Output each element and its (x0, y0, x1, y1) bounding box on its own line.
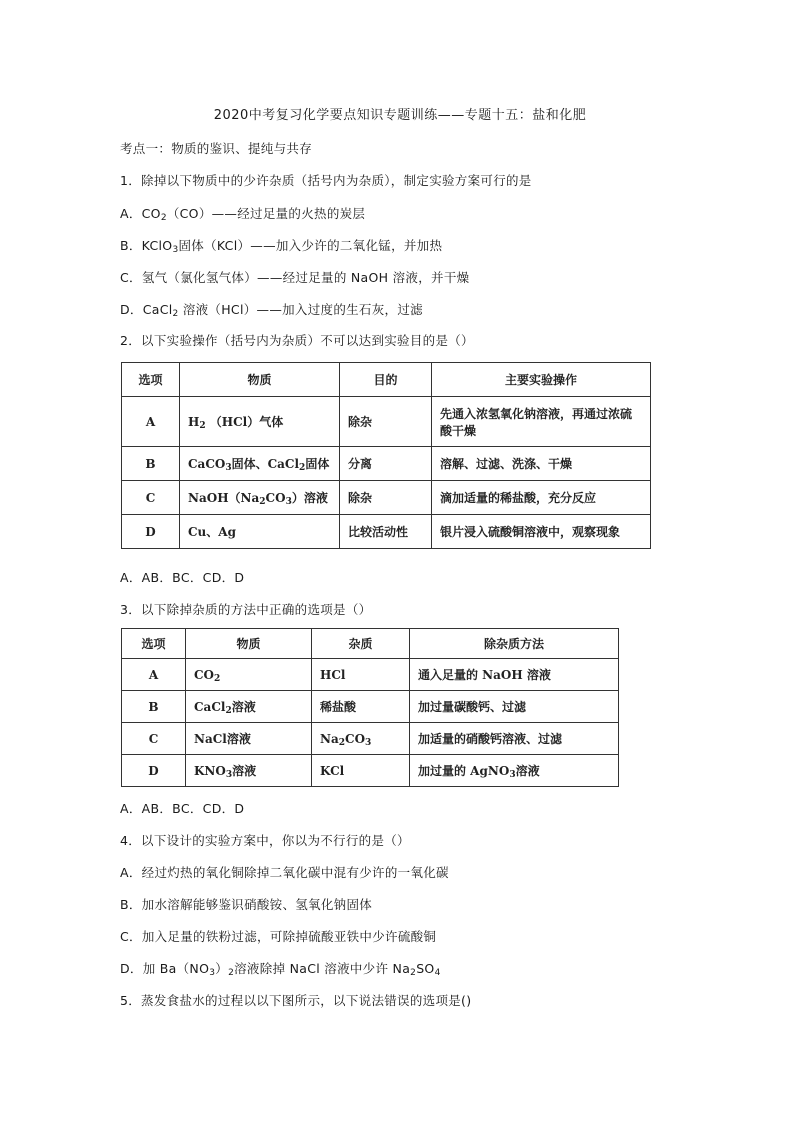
q2-answers: A．AB．BC．CD．D (120, 570, 245, 585)
substance-cell: CaCl$_2$溶液 (186, 691, 312, 723)
table-row (122, 659, 619, 691)
header-cell: 选项 (122, 629, 186, 659)
q4-option-a: A．经过灼热的氧化铜除掉二氧化碳中混有少许的一氧化碳 (120, 865, 449, 880)
section-heading: 考点一：物质的鉴识、提纯与共存 (120, 141, 313, 156)
operation-cell: 先通入浓氢氧化钠溶液，再通过浓硫酸干燥 (432, 397, 651, 447)
q1-option-a: A．$CO_2(CO)——$经过足量的火热的炭层 (120, 206, 366, 223)
option-cell: D (122, 755, 186, 787)
q1-option-c: C．氢气（氯化氢气体）——经过足量的 NaOH 溶液，并干燥 (120, 270, 470, 285)
table-row (122, 755, 619, 787)
operation-cell: 银片浸入硫酸铜溶液中，观察现象 (432, 515, 651, 549)
q1-option-d: D．CaCl$_2$ 溶液（HCl）——加入过度的生石灰，过滤 (120, 302, 423, 319)
q1-option-b: B．KClO$_3$固体（KCl）——加入少许的二氧化锰，并加热 (120, 238, 443, 255)
method-cell: 加过量碳酸钙、过滤 (410, 691, 619, 723)
header-cell: 物质 (186, 629, 312, 659)
table-row (122, 515, 651, 549)
q2-stem: 2．以下实验操作（括号内为杂质）不可以达到实验目的是（） (120, 333, 474, 348)
substance-cell: CaCO$_3$固体、CaCl$_2$固体 (180, 447, 340, 481)
table-row (122, 691, 619, 723)
substance-cell: NaCl溶液 (186, 723, 312, 755)
substance-cell: $H_2$ （HCl）气体 (180, 397, 340, 447)
impurity-cell: KCl (312, 755, 410, 787)
table-row (122, 397, 651, 447)
table-row (122, 447, 651, 481)
option-cell: B (122, 691, 186, 723)
header-cell: 物质 (180, 363, 340, 397)
page-title: 2020中考复习化学要点知识专题训练——专题十五：盐和化肥 (213, 108, 587, 123)
header-cell: 杂质 (312, 629, 410, 659)
q5-stem: 5．蒸发食盐水的过程以以下图所示，以下说法错误的选项是() (120, 993, 472, 1008)
option-cell: C (122, 723, 186, 755)
substance-cell: $KNO_3$溶液 (186, 755, 312, 787)
goal-cell: 比较活动性 (340, 515, 432, 549)
table-row (122, 723, 619, 755)
header-cell: 目的 (340, 363, 432, 397)
method-cell: 加过量的 AgNO$_3$溶液 (410, 755, 619, 787)
header-cell: 除杂质方法 (410, 629, 619, 659)
substance-cell: $NaOH(Na_2CO_3)$溶液 (180, 481, 340, 515)
q4-option-d: D．加 $Ba(NO_3)_2$溶液除掉 NaCl 溶液中少许 $Na_2SO_4$ (120, 961, 441, 978)
goal-cell: 分离 (340, 447, 432, 481)
q3-stem: 3．以下除掉杂质的方法中正确的选项是（） (120, 602, 372, 617)
option-cell: D (122, 515, 180, 549)
table-row (122, 481, 651, 515)
substance-cell: Cu、Ag (180, 515, 340, 549)
q3-table (121, 628, 619, 787)
impurity-cell: $Na_2CO_3$ (312, 723, 410, 755)
option-cell: C (122, 481, 180, 515)
option-cell: A (122, 659, 186, 691)
table-header-row (122, 363, 651, 397)
substance-cell: $CO_2$ (186, 659, 312, 691)
q2-table (121, 362, 651, 549)
header-cell: 选项 (122, 363, 180, 397)
goal-cell: 除杂 (340, 481, 432, 515)
table-header-row (122, 629, 619, 659)
method-cell: 加适量的硝酸钙溶液、过滤 (410, 723, 619, 755)
q4-option-c: C．加入足量的铁粉过滤，可除掉硫酸亚铁中少许硫酸铜 (120, 929, 437, 944)
q4-option-b: B．加水溶解能够鉴识硝酸铵、氢氧化钠固体 (120, 897, 373, 912)
operation-cell: 滴加适量的稀盐酸，充分反应 (432, 481, 651, 515)
method-cell: 通入足量的 NaOH 溶液 (410, 659, 619, 691)
q4-stem: 4．以下设计的实验方案中，你以为不行行的是（） (120, 833, 410, 848)
impurity-cell: 稀盐酸 (312, 691, 410, 723)
header-cell: 主要实验操作 (432, 363, 651, 397)
q3-answers: A．AB．BC．CD．D (120, 801, 245, 816)
goal-cell: 除杂 (340, 397, 432, 447)
impurity-cell: HCl (312, 659, 410, 691)
q1-stem: 1．除掉以下物质中的少许杂质（括号内为杂质），制定实验方案可行的是 (120, 173, 532, 188)
operation-cell: 溶解、过滤、洗涤、干燥 (432, 447, 651, 481)
option-cell: B (122, 447, 180, 481)
option-cell: A (122, 397, 180, 447)
